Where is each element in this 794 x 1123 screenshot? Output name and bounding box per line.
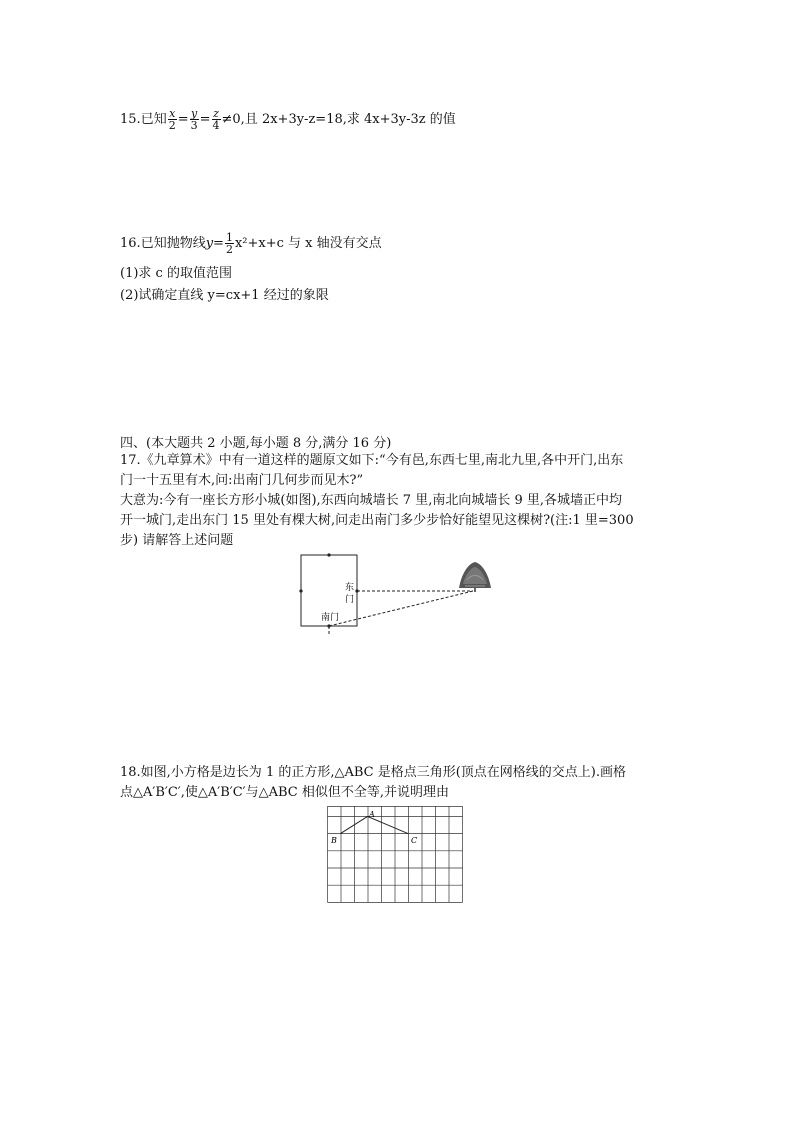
fraction-z-over-4 bbox=[212, 108, 221, 131]
section-heading bbox=[120, 432, 391, 451]
east-gate-label-2: 门 bbox=[345, 595, 355, 605]
frac-num: x bbox=[169, 107, 176, 120]
q15-number: 15. bbox=[120, 112, 141, 127]
q15-condition: ≠0,且 2x+3y-z=18,求 4x+3y-3z 的值 bbox=[221, 112, 456, 127]
east-gate-label-1: 东 bbox=[345, 583, 355, 593]
frac-den: 2 bbox=[168, 119, 176, 132]
question-17 bbox=[120, 451, 690, 551]
west-gate bbox=[299, 589, 302, 592]
question-15: 15.已知 $\frac{x}{2}$ = $\frac{y}{3}$ = $\frac{z}{4}$ ≠0,且 2x+3y-z=18,求 4x+3y-3z 的值 bbox=[120, 107, 456, 132]
fraction-one-half bbox=[225, 232, 234, 255]
q18-line: 18.如图,小方格是边长为 1 的正方形,△ABC 是格点三角形(顶点在网格线的交点上).画格 bbox=[120, 765, 627, 780]
q16-stem-b: x²+x+c 与 x 轴没有交点 bbox=[234, 236, 382, 251]
q17-line: 步) 请解答上述问题 bbox=[120, 533, 234, 548]
vertex-b-label: B bbox=[331, 836, 337, 845]
frac-den: 4 bbox=[212, 119, 220, 132]
q17-line: 17.《九章算术》中有一道这样的题原文如下:“今有邑,东西七里,南北九里,各中开门,出东 bbox=[120, 453, 624, 468]
frac-den: 2 bbox=[225, 243, 233, 256]
city-figure bbox=[295, 550, 515, 640]
tree-icon bbox=[459, 562, 491, 592]
fraction-x-over-2 bbox=[168, 108, 177, 131]
frac-num: z bbox=[213, 107, 219, 120]
section-label: 四、(本大题共 2 小题,每小题 8 分,满分 16 分) bbox=[120, 436, 392, 451]
question-18 bbox=[120, 763, 690, 803]
q17-line: 开一城门,走出东门 15 里处有棵大树,问走出南门多少步恰好能望见这棵树?(注:1 里=300 bbox=[120, 513, 634, 528]
q16-part-1: (1)求 c 的取值范围 bbox=[120, 266, 232, 281]
q17-line: 大意为:今有一座长方形小城(如图),东西向城墙长 7 里,南北向城墙长 9 里,各城墙正中均 bbox=[120, 493, 622, 508]
q17-line: 门一十五里有木,问:出南门几何步而见木?” bbox=[120, 473, 364, 488]
q16-y-eq: y= bbox=[205, 236, 224, 251]
vertex-a-label: A bbox=[369, 810, 375, 819]
q18-line: 点△A′B′C′,使△A′B′C′与△ABC 相似但不全等,并说明理由 bbox=[120, 785, 450, 800]
frac-den: 3 bbox=[190, 119, 198, 132]
vertex-c-label: C bbox=[411, 836, 418, 845]
q15-prefix: 已知 bbox=[140, 112, 167, 127]
question-16 bbox=[120, 232, 382, 255]
q16-part-2: (2)试确定直线 y=cx+1 经过的象限 bbox=[120, 288, 329, 303]
north-gate bbox=[327, 553, 330, 556]
grid-figure bbox=[327, 806, 467, 906]
frac-num: 1 bbox=[225, 231, 233, 244]
frac-num: y bbox=[191, 107, 198, 120]
grid-lines bbox=[328, 806, 463, 902]
fraction-y-over-3 bbox=[190, 108, 199, 131]
south-gate-label: 南门 bbox=[321, 613, 340, 623]
q16-number: 16. bbox=[120, 236, 141, 251]
q16-stem-a: 已知抛物线 bbox=[140, 236, 206, 251]
